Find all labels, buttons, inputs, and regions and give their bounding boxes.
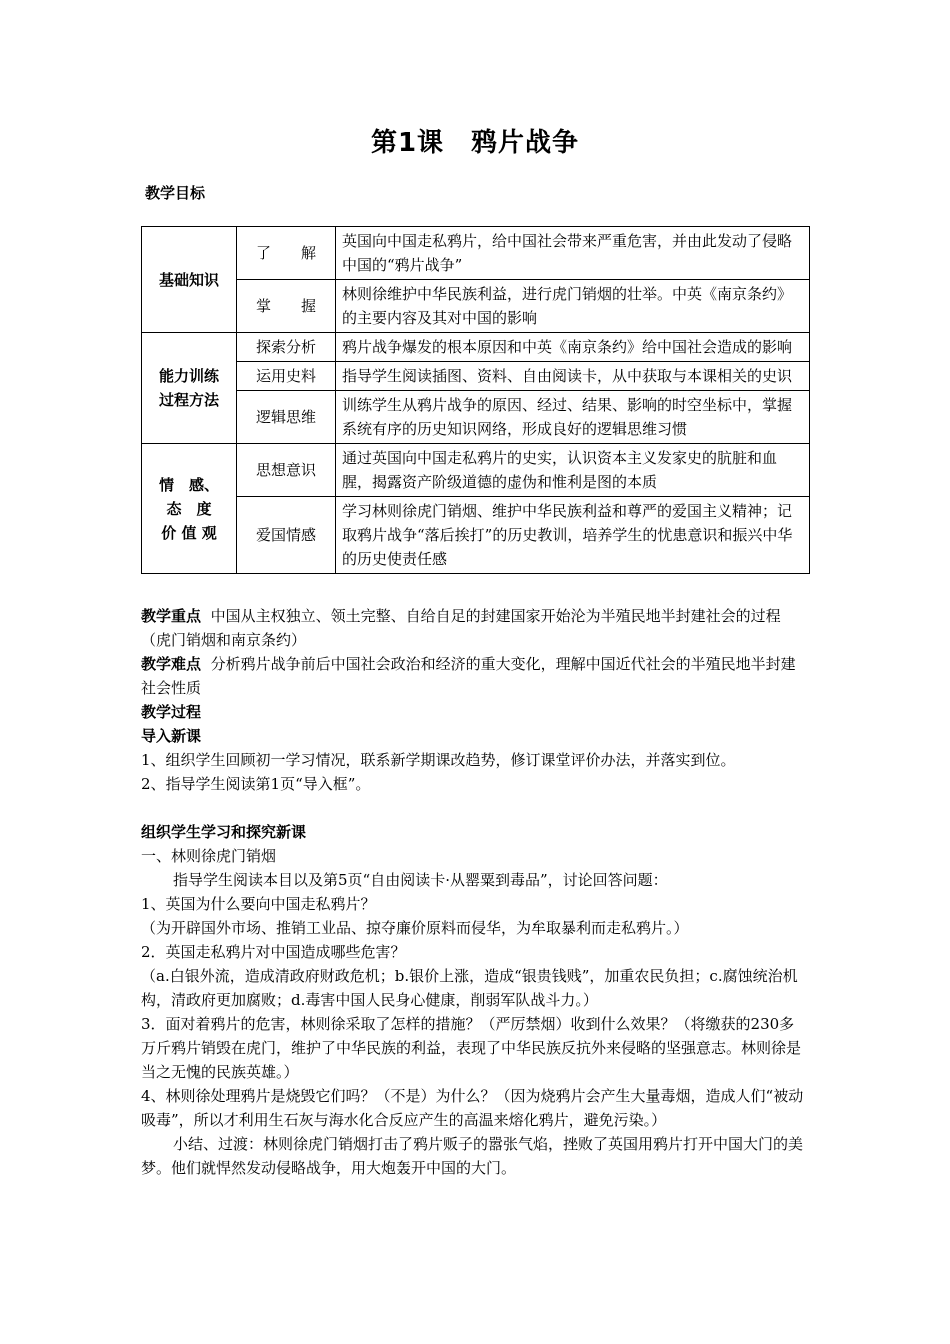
question-1: 1、英国为什么要向中国走私鸦片？ <box>141 895 376 913</box>
objective-description: 学习林则徐虎门销烟、维护中华民族利益和尊严的爱国主义精神；记取鸦片战争“落后挨打”的历史教训，培养学生的忧患意识和振兴中华的历史使责任感 <box>336 497 810 574</box>
question-2: 2．英国走私鸦片对中国造成哪些危害？ <box>141 943 406 961</box>
objective-description: 英国向中国走私鸦片，给中国社会带来严重危害，并由此发动了侵略中国的“鸦片战争” <box>336 227 810 280</box>
process-heading: 教学过程 <box>141 703 202 721</box>
difficulty-text: 分析鸦片战争前后中国社会政治和经济的重大变化，理解中国近代社会的半殖民地半封建社会性质 <box>141 655 796 697</box>
table-row <box>142 362 810 391</box>
subcategory-explore: 探索分析 <box>237 333 336 362</box>
subcategory-logic: 逻辑思维 <box>237 391 336 444</box>
subcategory-ideology: 思想意识 <box>237 444 336 497</box>
objective-description: 指导学生阅读插图、资料、自由阅读卡，从中获取与本课相关的史识 <box>336 362 810 391</box>
category-ability-line1: 能力训练 <box>158 367 219 385</box>
section-title: 一、林则徐虎门销烟 <box>141 847 277 865</box>
objective-description: 通过英国向中国走私鸦片的史实，认识资本主义发家史的肮脏和血腥，揭露资产阶级道德的虚伪和惟利是图的本质 <box>336 444 810 497</box>
table-row <box>142 444 810 497</box>
subcategory-understand: 了 解 <box>237 227 336 280</box>
objective-description: 林则徐维护中华民族利益，进行虎门销烟的壮举。中英《南京条约》的主要内容及其对中国的影响 <box>336 280 810 333</box>
key-point-paragraph <box>141 604 809 652</box>
difficulty-paragraph <box>141 652 809 700</box>
category-emotion-line3: 价 值 观 <box>161 523 217 542</box>
category-emotion-line1: 情 感、 <box>158 475 219 494</box>
lesson-body <box>141 604 809 1180</box>
objective-description: 鸦片战争爆发的根本原因和中英《南京条约》给中国社会造成的影响 <box>336 333 810 362</box>
question-answer-3: 3．面对着鸦片的危害，林则徐采取了怎样的措施？（严厉禁烟）收到什么效果？（将缴获的230多万斤鸦片销毁在虎门，维护了中华民族的利益，表现了中华民族反抗外来侵略的坚强意志。林则徐是当之无愧的民族英雄。） <box>141 1015 802 1081</box>
key-point-label: 教学重点 <box>141 607 202 625</box>
table-row <box>142 227 810 280</box>
difficulty-label: 教学难点 <box>141 655 202 673</box>
spacer <box>141 796 809 820</box>
intro-item: 2、指导学生阅读第1页“导入框”。 <box>141 775 371 793</box>
answer-2: （a.白银外流，造成清政府财政危机；b.银价上涨，造成“银贵钱贱”，加重农民负担；c.腐蚀统治机构，清政府更加腐败；d.毒害中国人民身心健康，削弱军队战斗力。） <box>141 967 798 1009</box>
category-basic-knowledge: 基础知识 <box>142 227 237 333</box>
subcategory-master: 掌 握 <box>237 280 336 333</box>
lesson-title: 第1课 鸦片战争 <box>370 128 580 158</box>
table-row <box>142 280 810 333</box>
objective-description: 训练学生从鸦片战争的原因、经过、结果、影响的时空坐标中，掌握系统有序的历史知识网络，形成良好的逻辑思维习惯 <box>336 391 810 444</box>
table-row <box>142 497 810 574</box>
intro-heading: 导入新课 <box>141 727 202 745</box>
objectives-table <box>141 226 810 574</box>
new-lesson-heading: 组织学生学习和探究新课 <box>141 823 307 841</box>
summary-paragraph: 小结、过渡：林则徐虎门销烟打击了鸦片贩子的嚣张气焰，挫败了英国用鸦片打开中国大门的美梦。他们就悍然发动侵略战争，用大炮轰开中国的大门。 <box>141 1135 804 1177</box>
subcategory-patriotism: 爱国情感 <box>237 497 336 574</box>
category-emotion <box>142 444 237 574</box>
category-ability <box>142 333 237 444</box>
objectives-heading: 教学目标 <box>145 184 206 202</box>
table-row <box>142 333 810 362</box>
table-row <box>142 391 810 444</box>
answer-1: （为开辟国外市场、推销工业品、掠夺廉价原料而侵华，为牟取暴利而走私鸦片。） <box>141 919 689 937</box>
category-ability-line2: 过程方法 <box>158 391 219 409</box>
intro-item: 1、组织学生回顾初一学习情况，联系新学期课改趋势，修订课堂评价办法，并落实到位。 <box>141 751 736 769</box>
subcategory-sources: 运用史料 <box>237 362 336 391</box>
key-point-text: 中国从主权独立、领土完整、自给自足的封建国家开始沦为半殖民地半封建社会的过程（虎门销烟和南京条约） <box>141 607 781 649</box>
category-emotion-line2: 态 度 <box>166 499 212 518</box>
question-answer-4: 4、林则徐处理鸦片是烧毁它们吗？（不是）为什么？（因为烧鸦片会产生大量毒烟，造成人们“被动吸毒”，所以才利用生石灰与海水化合反应产生的高温来熔化鸦片，避免污染。） <box>141 1087 804 1129</box>
section-guide: 指导学生阅读本目以及第5页“自由阅读卡·从罂粟到毒品”，讨论回答问题： <box>173 871 668 889</box>
